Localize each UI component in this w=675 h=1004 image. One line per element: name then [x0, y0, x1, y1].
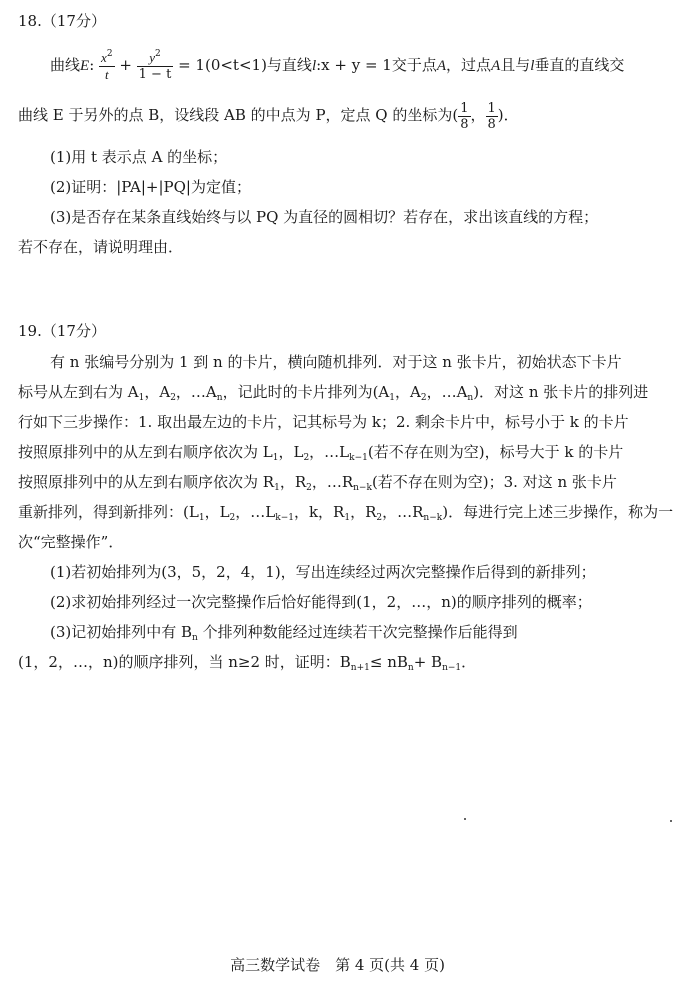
q19-para-line7: 次“完整操作”． — [18, 533, 124, 551]
q18-sub1: (1)用 t 表示点 A 的坐标； — [50, 148, 228, 166]
fraction-one-eighth-b: $\frac{1}{8}$ — [487, 100, 496, 132]
q18-sub3-line2: 若不存在，请说明理由． — [18, 238, 184, 256]
scan-speck — [464, 818, 466, 820]
q19-sub3-line2: (1，2，…，n)的顺序排列，当 n≥2 时，证明：$B_{n+1}\le nB_n+ B_{n-1}$． — [18, 653, 477, 673]
q19-sub1: (1)若初始排列为(3，5，2，4，1)，写出连续经过两次完整操作后得到的新排列； — [50, 563, 596, 581]
fraction-one-eighth-a: $\frac{1}{8}$ — [460, 100, 469, 132]
q18-stem-line2: 曲线 E 于另外的点 B，设线段 AB 的中点为 P，定点 Q 的坐标为( $\frac{1}{8}$ ， $\frac{1}{8}$ )． — [18, 100, 519, 132]
q19-para-line5: 按照原排列中的从左到右顺序依次为 $R_1$，$R_2$，$\dots R_{n-k}$(若不存在则为空)；3. 对这 n 张卡片 — [18, 473, 617, 493]
q19-para-line3: 行如下三步操作：1. 取出最左边的卡片，记其标号为 k；2. 剩余卡片中，标号小于 k 的卡片 — [18, 413, 629, 431]
q19-para-line1: 有 n 张编号分别为 1 到 n 的卡片，横向随机排列．对于这 n 张卡片，初始状态下卡片 — [50, 353, 622, 371]
q18-header: 18.（17分） — [18, 12, 106, 30]
q19-para-line4: 按照原排列中的从左到右顺序依次为 $L_1$，$L_2$，$\dots L_{k-1}$(若不存在则为空)，标号大于 k 的卡片 — [18, 443, 624, 463]
q19-sub3-line1: (3)记初始排列中有 $B_n$ 个排列种数能经过连续若干次完整操作后能得到 — [50, 623, 518, 643]
page-footer: 高三数学试卷 第 4 页(共 4 页) — [230, 956, 445, 974]
q19-para-line2: 标号从左到右为 $A_1$，$A_2$，$\dots A_n$，记此时的卡片排列为($A_1$，$A_2$，$\dots A_n$)．对这 n 张卡片的排列进 — [18, 383, 649, 403]
scan-speck — [670, 820, 672, 822]
q19-para-line6: 重新排列，得到新排列：($L_1$，$L_2$，$\dots L_{k-1}$，k，$R_1$，$R_2$，$\dots R_{n-k}$)．每进行完上述三步操作，称为一 — [18, 503, 674, 523]
q19-header: 19.（17分） — [18, 322, 106, 340]
q18-sub2: (2)证明：|PA|+|PQ|为定值； — [50, 178, 251, 196]
q19-sub2: (2)求初始排列经过一次完整操作后恰好能得到(1，2，…，n)的顺序排列的概率； — [50, 593, 592, 611]
q18-sub3-line1: (3)是否存在某条直线始终与以 PQ 为直径的圆相切？若存在，求出该直线的方程； — [50, 208, 599, 226]
q18-stem-line1: 曲线E: $\frac{x^2}{t}$ + $\frac{y^2}{1 - t}$ = 1(0<t<1)与直线l:x + y = 1交于点A，过点A且与l垂直的直线交 — [50, 49, 625, 82]
fraction-y2-over-1-minus-t: $\frac{y^2}{1 - t}$ — [138, 49, 172, 82]
fraction-x2-over-t: $\frac{x^2}{t}$ — [101, 49, 113, 82]
